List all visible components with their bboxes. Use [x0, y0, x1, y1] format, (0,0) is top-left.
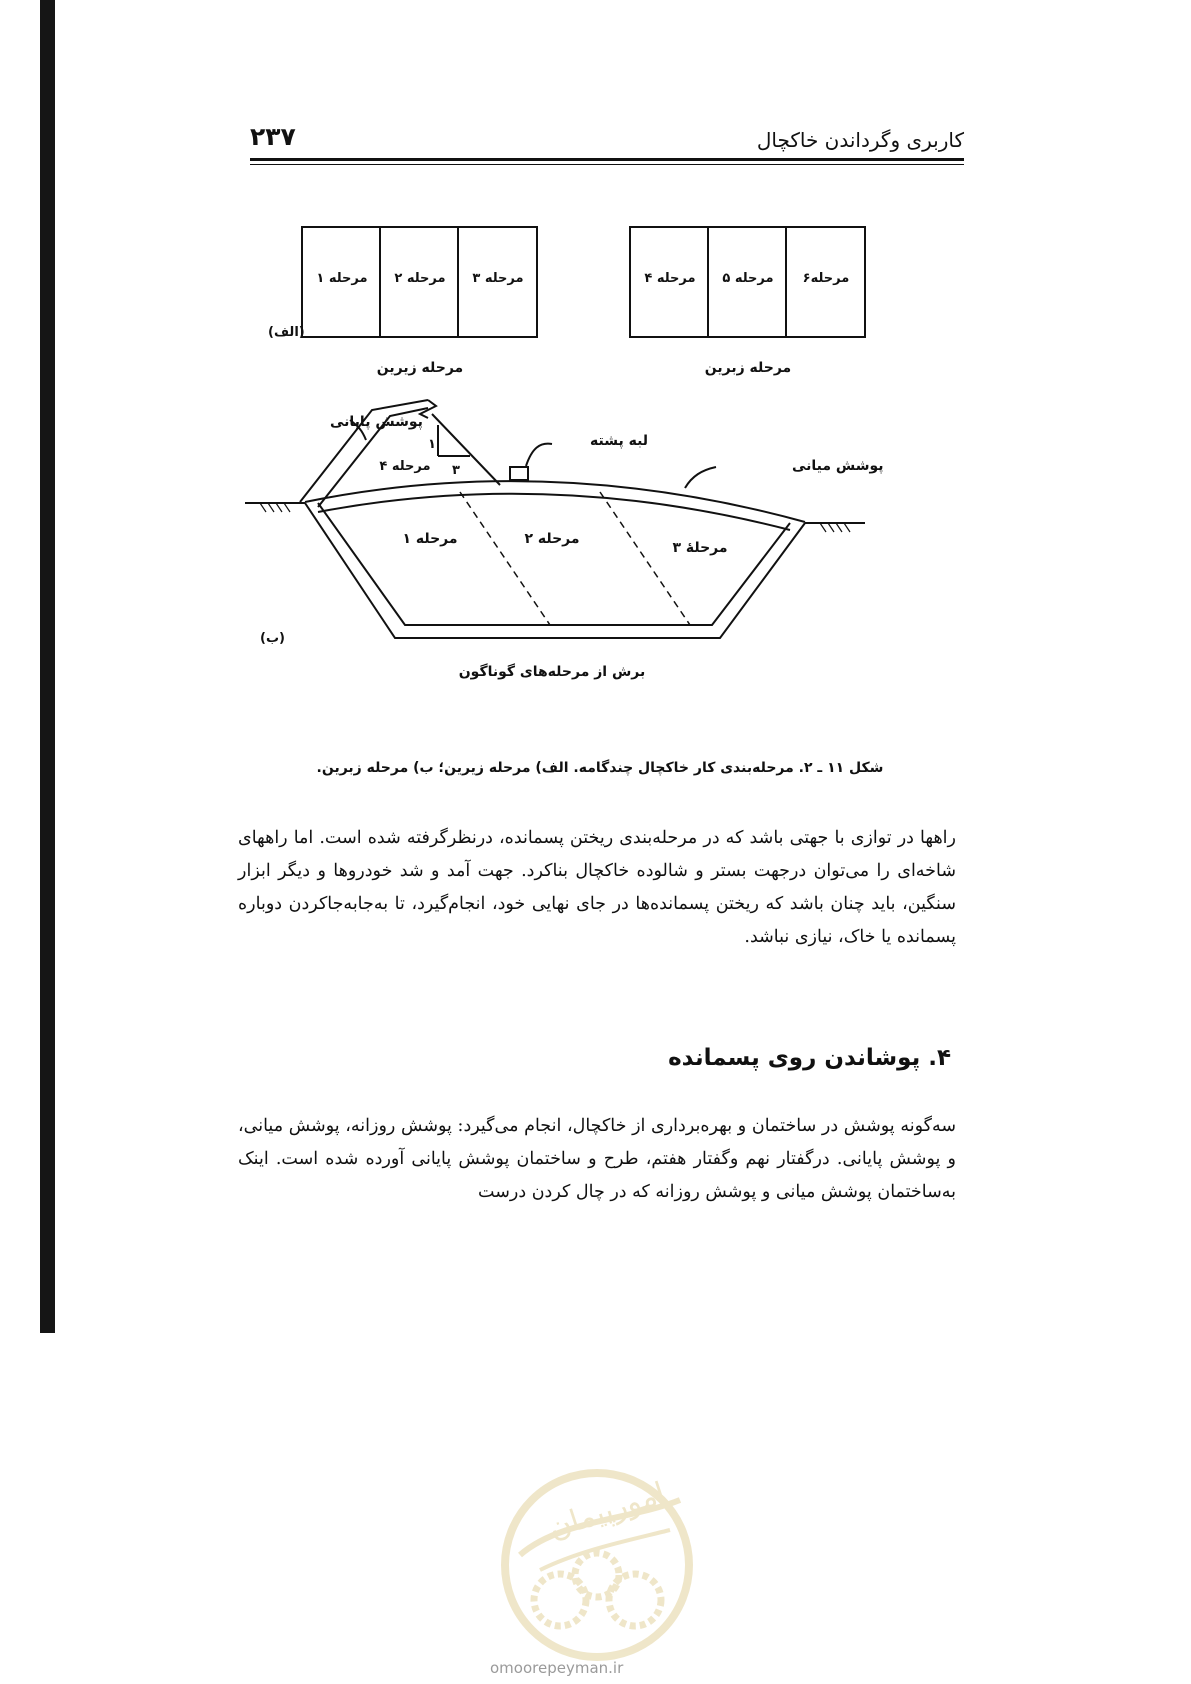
stage-dividers: [460, 492, 690, 625]
upper-cell-6: مرحله۶: [802, 271, 850, 286]
lower-cell-3: مرحله ۳: [472, 271, 524, 286]
site-url: omoorepeyman.ir: [490, 1659, 624, 1677]
stage-4-label: مرحله ۴: [379, 459, 431, 474]
berm-label: لبه پشته: [590, 433, 649, 449]
stage-3-label: مرحلهٔ ۳: [672, 540, 728, 556]
header-rule-thin: [250, 164, 964, 165]
cross-section-drawing: [245, 400, 865, 638]
paragraph-1: راهها در توازی با جهتی باشد که در مرحله‌بندی ریختن پسمانده، درنظرگرفته شده است. اما راههای شاخه‌ای را می‌توان درجهت بستر و شالوده خاکچال بناکرد. جهت آمد و شد خودروها و دیگر ابزار سنگین، باید چنان باشد که ریختن پسمانده‌ها در جای نهایی خود، انجام‌گیرد، تا به‌جابه‌جاکردن دوباره پسمانده یا خاک، نیازی نباشد.: [238, 828, 956, 947]
final-cover-label: پوشش پایانی: [330, 414, 423, 430]
scan-edge-bar: [40, 0, 55, 1333]
landfill-staging-figure: [260, 230, 900, 680]
upper-cell-5: مرحله ۵: [722, 271, 774, 286]
stage-2-label: مرحله ۲: [524, 531, 580, 547]
part-a-tag: (الف): [268, 325, 305, 340]
watermark-logo: [480, 1460, 715, 1660]
lower-cell-2: مرحله ۲: [394, 271, 446, 286]
stage-1-label: مرحله ۱: [402, 531, 458, 547]
header-rule-thick: [250, 158, 964, 161]
upper-stage-label: مرحله زبرین: [704, 360, 792, 376]
upper-cell-4: مرحله ۴: [644, 271, 696, 286]
lower-cell-1: مرحله ۱: [316, 271, 368, 286]
intermediate-cover-label: پوشش میانی: [792, 458, 884, 474]
section-title: برش از مرحله‌های گوناگون: [458, 664, 646, 680]
lower-stage-label: مرحله زیرین: [376, 360, 464, 376]
running-title: کاربری وگرداندن خاکچال: [756, 128, 964, 152]
slope-run-label: ۳: [452, 463, 460, 478]
page-header: [250, 118, 964, 164]
figure-caption: شکل ۱۱ ـ ۲. مرحله‌بندی کار خاکچال چندگامه. الف) مرحله زیرین؛ ب) مرحله زبرین.: [316, 760, 884, 776]
paragraph-2: سه‌گونه پوشش در ساختمان و بهره‌برداری از خاکچال، انجام می‌گیرد: پوشش روزانه، پوشش میانی، و پوشش پایانی. درگفتار نهم وگفتار هفتم، طرح و ساختمان پوشش پایانی آورده شده است. اینک به‌ساختمان پوشش میانی و پوشش روزانه که در چال کردن درست: [238, 1116, 956, 1202]
watermark-logo-text: امورپیمان: [544, 1475, 670, 1547]
slope-rise-label: ۱: [428, 437, 436, 452]
section-heading: ۴. پوشاندن روی پسمانده: [668, 1045, 951, 1071]
page-number: ۲۳۷: [250, 122, 296, 151]
part-b-tag: (ب): [260, 631, 285, 646]
